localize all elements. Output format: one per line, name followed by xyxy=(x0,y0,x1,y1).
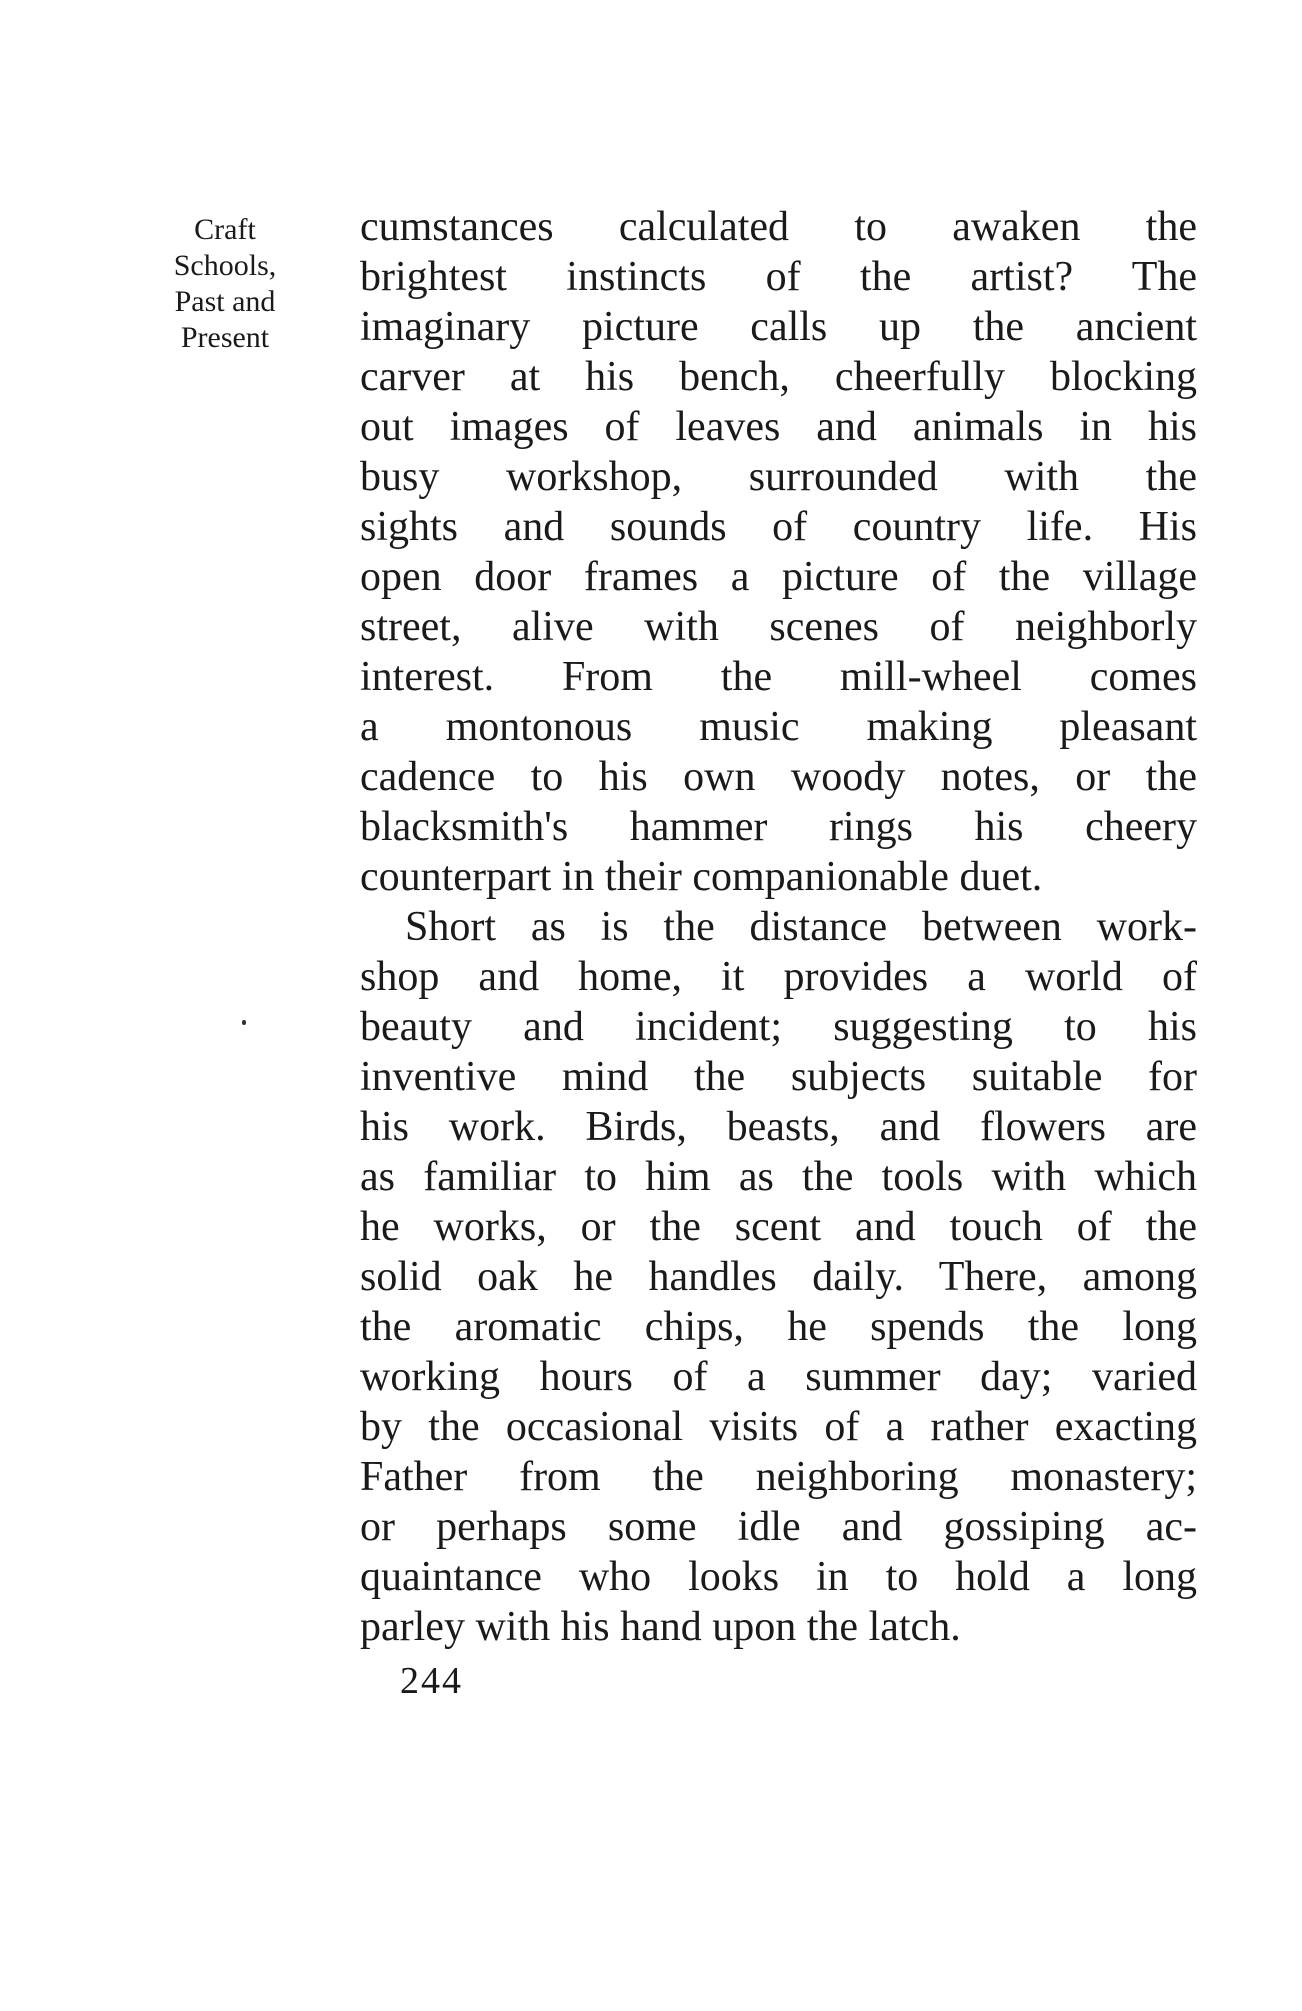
text-line: sights and sounds of country life. His xyxy=(360,504,1197,550)
page-number: 244 xyxy=(400,1660,463,1702)
text-line: he works, or the scent and touch of the xyxy=(360,1204,1197,1250)
text-line: a montonous music making pleasant xyxy=(360,704,1197,750)
text-line: Father from the neighboring monastery; xyxy=(360,1454,1197,1500)
text-line: brightest instincts of the artist? The xyxy=(360,254,1197,300)
text-line: parley with his hand upon the latch. xyxy=(360,1604,961,1650)
margin-note-line: Craft xyxy=(194,213,256,246)
margin-note-line: Schools, xyxy=(173,249,277,282)
text-line: solid oak he handles daily. There, among xyxy=(360,1254,1197,1300)
text-line: out images of leaves and animals in his xyxy=(360,404,1197,450)
text-line: imaginary picture calls up the ancient xyxy=(360,304,1197,350)
text-line: interest. From the mill-wheel comes xyxy=(360,654,1197,700)
text-line: busy workshop, surrounded with the xyxy=(360,454,1197,500)
print-speck xyxy=(242,1020,246,1025)
text-line: counterpart in their companionable duet. xyxy=(360,854,1043,900)
paragraph-2 xyxy=(360,902,1197,1652)
text-line: open door frames a picture of the village xyxy=(360,554,1197,600)
text-line: his work. Birds, beasts, and flowers are xyxy=(360,1104,1197,1150)
body-text xyxy=(360,202,1197,1652)
text-line: street, alive with scenes of neighborly xyxy=(360,604,1197,650)
paragraph-1 xyxy=(360,202,1197,902)
text-line: shop and home, it provides a world of xyxy=(360,954,1197,1000)
text-line: blacksmith's hammer rings his cheery xyxy=(360,804,1197,850)
text-line: cumstances calculated to awaken the xyxy=(360,204,1197,250)
text-line: carver at his bench, cheerfully blocking xyxy=(360,354,1197,400)
text-line: or perhaps some idle and gossiping ac- xyxy=(360,1504,1197,1550)
text-line: inventive mind the subjects suitable for xyxy=(360,1054,1197,1100)
margin-note xyxy=(150,212,300,356)
text-line: the aromatic chips, he spends the long xyxy=(360,1304,1197,1350)
text-line: Short as is the distance between work- xyxy=(405,904,1197,950)
margin-note-line: Present xyxy=(180,321,270,354)
text-line: quaintance who looks in to hold a long xyxy=(360,1554,1197,1600)
text-line: cadence to his own woody notes, or the xyxy=(360,754,1197,800)
text-line: by the occasional visits of a rather exacting xyxy=(360,1404,1197,1450)
text-line: beauty and incident; suggesting to his xyxy=(360,1004,1197,1050)
text-line: as familiar to him as the tools with which xyxy=(360,1154,1197,1200)
text-line: working hours of a summer day; varied xyxy=(360,1354,1197,1400)
margin-note-line: Past and xyxy=(174,285,276,318)
